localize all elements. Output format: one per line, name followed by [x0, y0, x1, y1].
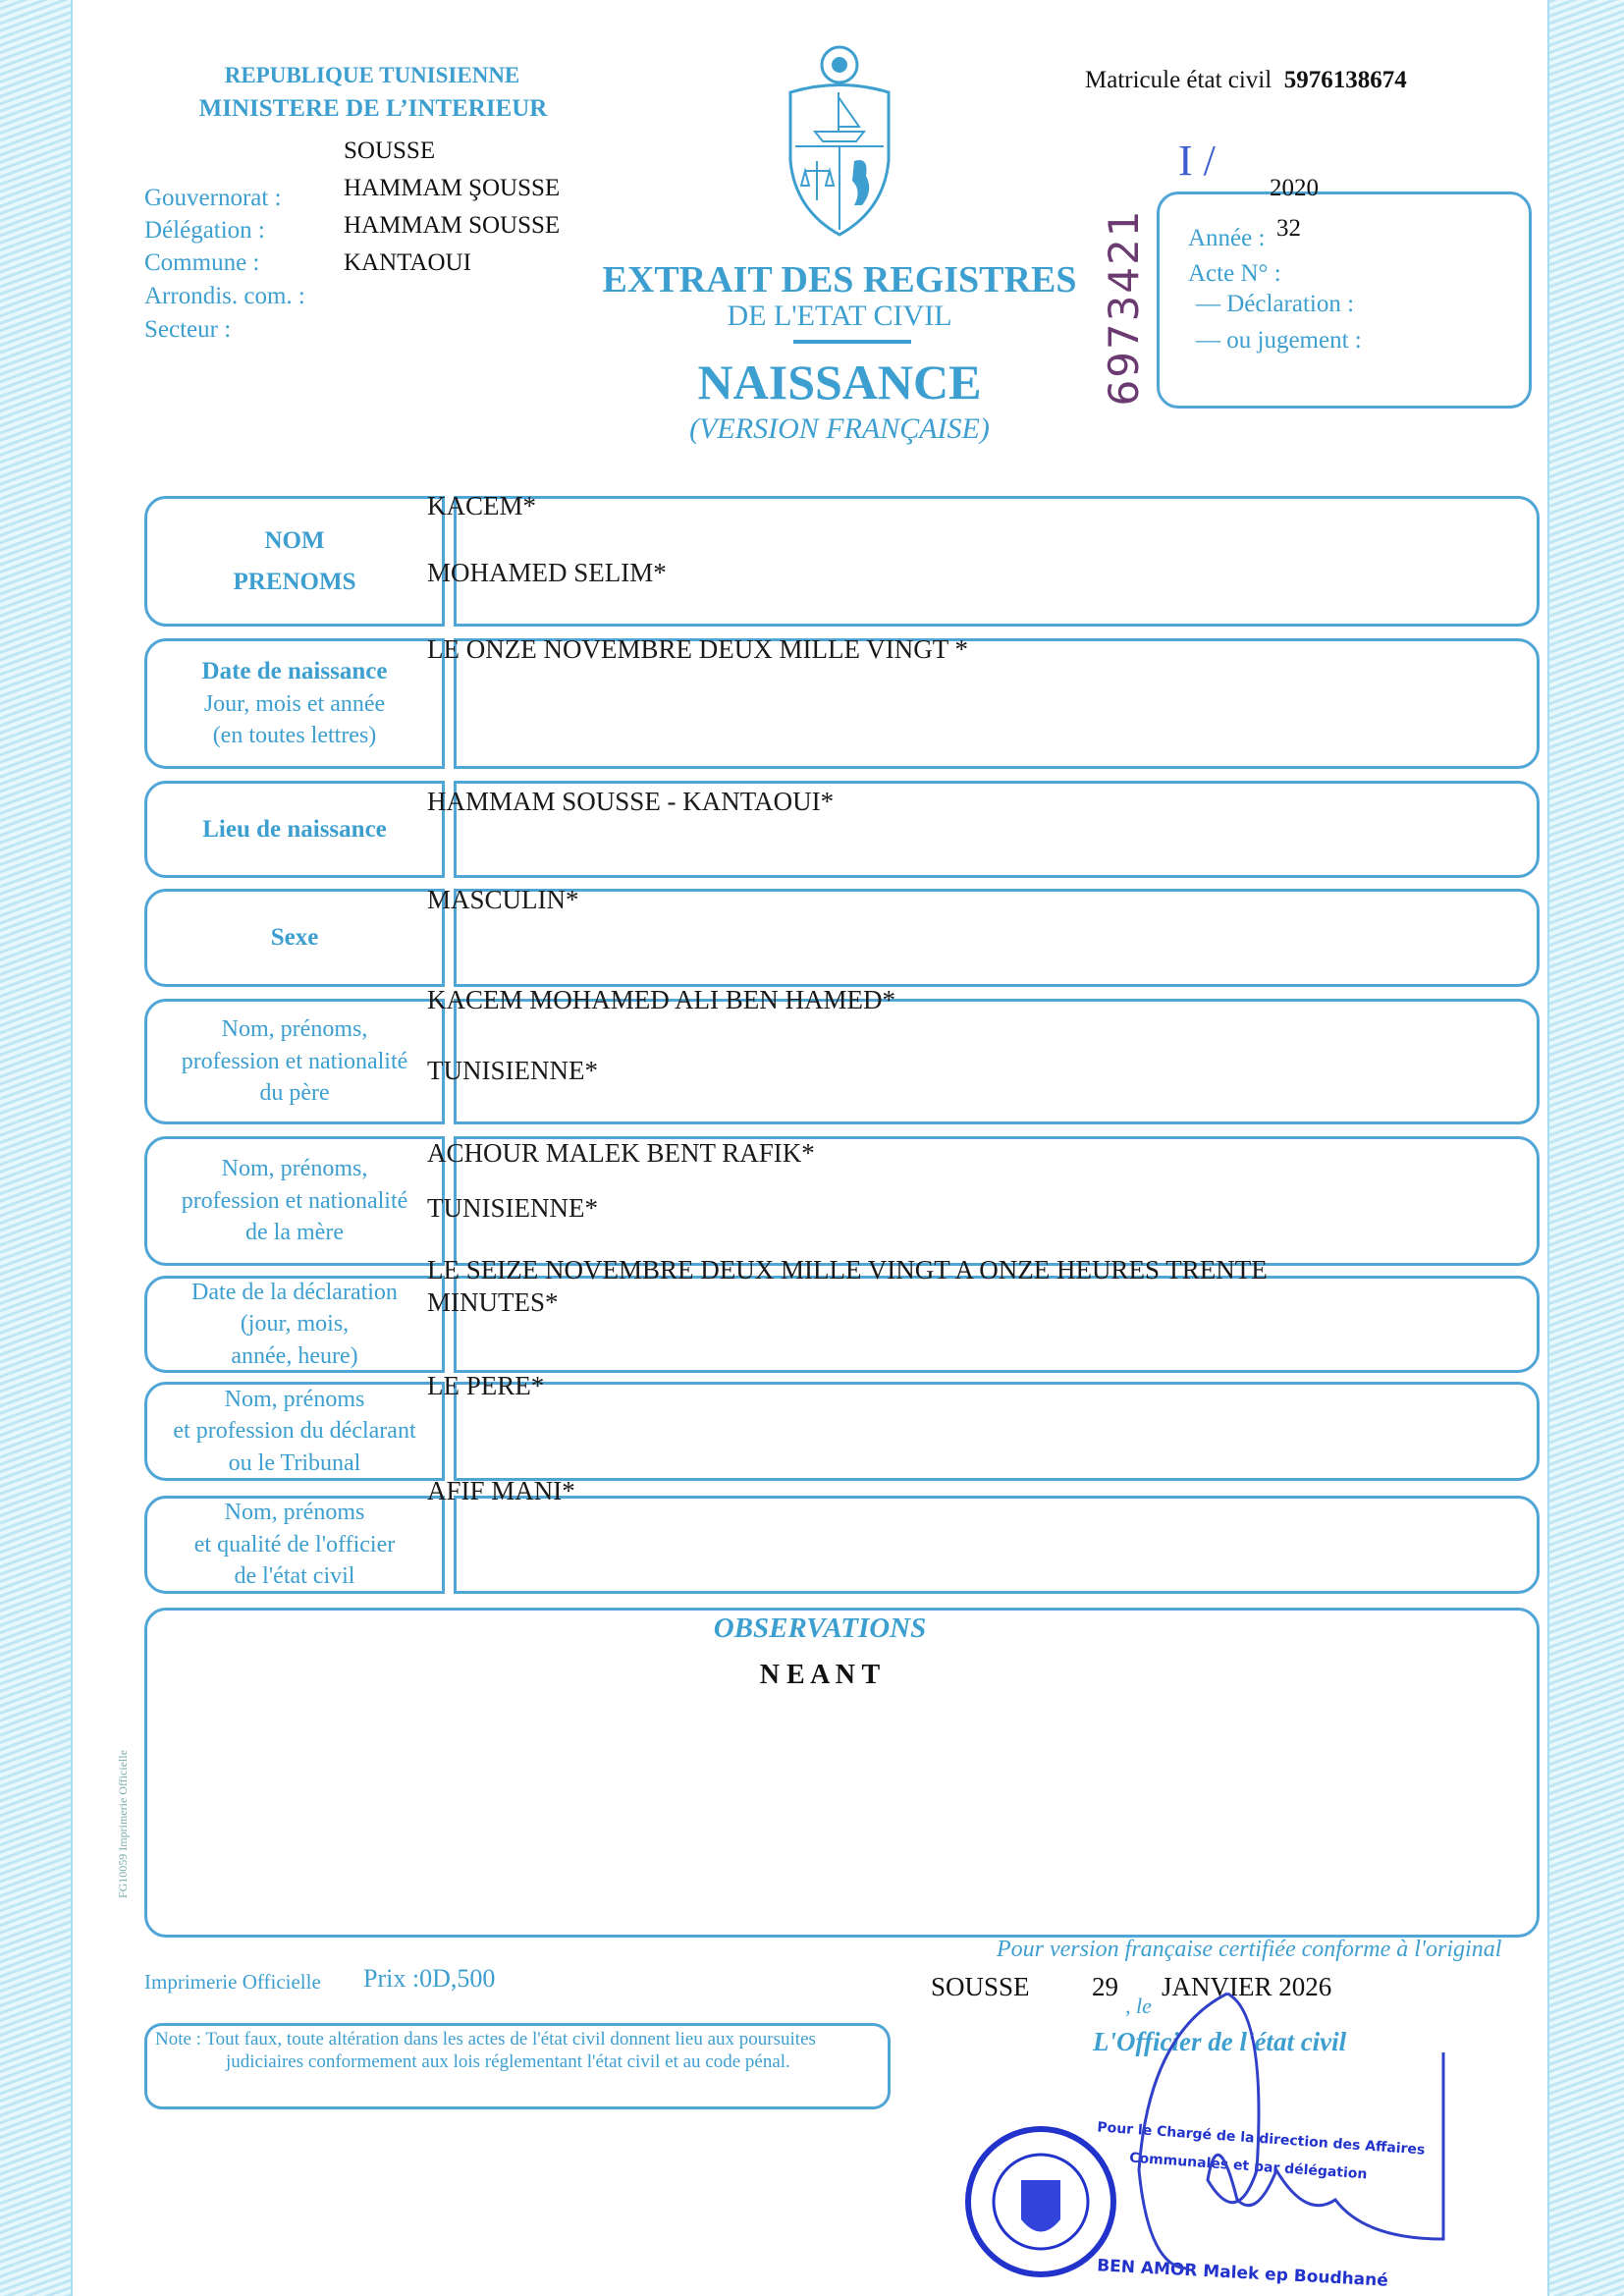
label-text: profession et nationalité — [181, 1048, 408, 1074]
stamp-text-line1: Pour le Chargé de la direction des Affaires — [1096, 2119, 1426, 2159]
label-text: Nom, prénoms — [224, 1386, 365, 1412]
issue-place: SOUSSE — [931, 1972, 1030, 2001]
commune-label: Commune : — [144, 249, 260, 276]
label-text: année, heure) — [231, 1342, 358, 1369]
row-declaration-date-label — [147, 1276, 442, 1373]
commune-value: KANTAOUI — [344, 249, 471, 276]
label-text: Nom, prénoms, — [221, 1016, 368, 1043]
label-text: Date de la déclaration — [191, 1279, 398, 1305]
row-father-value-box — [454, 999, 1540, 1124]
row-sex-value: MASCULIN* — [427, 885, 579, 914]
label-text: et profession du déclarant — [173, 1418, 416, 1445]
side-print-code: FG10059 Imprimerie Officielle — [116, 1749, 131, 1899]
observations-value: N E A N T — [759, 1660, 881, 1690]
matricule — [1085, 67, 1407, 94]
label-text: et qualité de l'officier — [193, 1531, 396, 1558]
label-text: Lieu de naissance — [202, 815, 387, 843]
label-text: PRENOMS — [233, 568, 356, 595]
row-officer-label — [147, 1496, 442, 1594]
arrondissement-label: Arrondis. com. : — [144, 283, 305, 309]
label-text: de la mère — [245, 1220, 344, 1246]
row-father-label — [147, 999, 442, 1124]
row-sex-label — [147, 889, 442, 987]
row-sex-value-box — [454, 889, 1540, 987]
row-birth-date-label — [147, 638, 442, 769]
row-father-value: TUNISIENNE* — [427, 1056, 598, 1085]
secteur-label: Secteur : — [144, 316, 232, 343]
issue-month-year: JANVIER 2026 — [1162, 1972, 1332, 2001]
row-declarant-value-box — [454, 1382, 1540, 1481]
issue-day: 29 — [1092, 1972, 1118, 2001]
document-subtitle: DE L'ETAT CIVIL — [727, 300, 952, 332]
delegation-value-2: HAMMAM SOUSSE — [344, 212, 561, 239]
year-label: Année : — [1188, 225, 1266, 251]
row-declaration-date-value: LE SEIZE NOVEMBRE DEUX MILLE VINGT A ONZE HEURES TRENTE — [427, 1255, 1268, 1285]
printer-label: Imprimerie Officielle — [144, 1970, 321, 1994]
row-declarant-label — [147, 1382, 442, 1481]
row-declaration-date-value-box — [454, 1276, 1540, 1373]
decorative-border-right — [1547, 0, 1624, 2296]
acte-number-value: 32 — [1276, 215, 1301, 242]
jugement-label: — ou jugement : — [1196, 327, 1362, 354]
ministry-heading: MINISTERE DE L’INTERIEUR — [198, 95, 548, 122]
declaration-label: — Déclaration : — [1196, 291, 1355, 317]
row-officer-value-box — [454, 1496, 1540, 1594]
row-officer-value: AFIF MANI* — [427, 1476, 575, 1505]
legal-note: Note : Tout faux, toute altération dans les actes de l'état civil donnent lieu aux poursuites judiciaires conformement aux lois réglementant l'état civil et au code pénal. — [155, 2029, 816, 2072]
republic-heading: REPUBLIQUE TUNISIENNE — [224, 63, 520, 87]
label-text: Date de naissance — [201, 658, 388, 685]
row-name-label — [147, 496, 442, 627]
delegation-value: HAMMAM ŞOUSSE — [344, 175, 561, 201]
stamp-officer-name: BEN AMOR Malek ep Boudhané — [1096, 2256, 1389, 2291]
row-birth-place-label — [147, 781, 442, 878]
row-birth-date-value: LE ONZE NOVEMBRE DEUX MILLE VINGT * — [427, 634, 968, 664]
gouvernorat-label: Gouvernorat : — [144, 185, 282, 211]
version-francaise: (VERSION FRANÇAISE) — [689, 412, 990, 445]
gouvernorat-value: SOUSSE — [344, 137, 436, 164]
row-birth-place-value: HAMMAM SOUSSE - KANTAOUI* — [427, 787, 835, 816]
decorative-border-left — [0, 0, 73, 2296]
naissance-title: NAISSANCE — [697, 355, 982, 410]
label-text: Sexe — [270, 924, 319, 952]
document-title: EXTRAIT DES REGISTRES — [602, 259, 1077, 301]
acte-number-label: Acte N° : — [1188, 260, 1281, 287]
observations-box — [144, 1608, 1540, 1938]
label-text: NOM — [264, 526, 325, 554]
row-mother-label — [147, 1136, 442, 1266]
certified-text: Pour version française certifiée conforme à l'original — [997, 1937, 1502, 1962]
matricule-label: Matricule état civil — [1085, 67, 1272, 93]
row-declarant-value: LE PERE* — [427, 1371, 545, 1400]
label-text: profession et nationalité — [181, 1187, 408, 1214]
label-text: ou le Tribunal — [228, 1449, 361, 1476]
label-text: (en toutes lettres) — [212, 723, 377, 749]
handwritten-slash: I / — [1178, 137, 1216, 185]
row-mother-value: TUNISIENNE* — [427, 1193, 598, 1223]
label-text: du père — [259, 1080, 330, 1107]
coat-of-arms-emblem — [776, 43, 903, 240]
observations-label: OBSERVATIONS — [713, 1613, 927, 1644]
handwritten-signature — [1110, 1974, 1463, 2288]
official-seal-stamp — [962, 2121, 1119, 2283]
row-declaration-date-value: MINUTES* — [427, 1287, 559, 1317]
label-text: Jour, mois et année — [203, 690, 386, 717]
row-mother-value: ACHOUR MALEK BENT RAFIK* — [427, 1138, 815, 1168]
row-name-value: MOHAMED SELIM* — [427, 558, 667, 587]
year-value: 2020 — [1270, 175, 1319, 201]
issue-le: , le — [1125, 1994, 1152, 2018]
matricule-value: 5976138674 — [1283, 67, 1407, 93]
label-text: Nom, prénoms, — [221, 1156, 368, 1182]
officer-label: L'Officier de l'état civil — [1093, 2027, 1347, 2056]
label-text: (jour, mois, — [240, 1311, 350, 1338]
delegation-label: Délégation : — [144, 217, 265, 244]
label-text: Nom, prénoms — [224, 1500, 365, 1526]
row-father-value: KACEM MOHAMED ALI BEN HAMED* — [427, 985, 895, 1014]
stamp-text-line2: Communales et par délégation — [1128, 2150, 1368, 2183]
label-text: de l'état civil — [234, 1563, 355, 1590]
price: Prix :0D,500 — [363, 1964, 496, 1993]
title-divider — [793, 340, 911, 344]
row-name-value: KACEM* — [427, 491, 537, 520]
serial-number-stamp: 6973421 — [1100, 208, 1148, 407]
